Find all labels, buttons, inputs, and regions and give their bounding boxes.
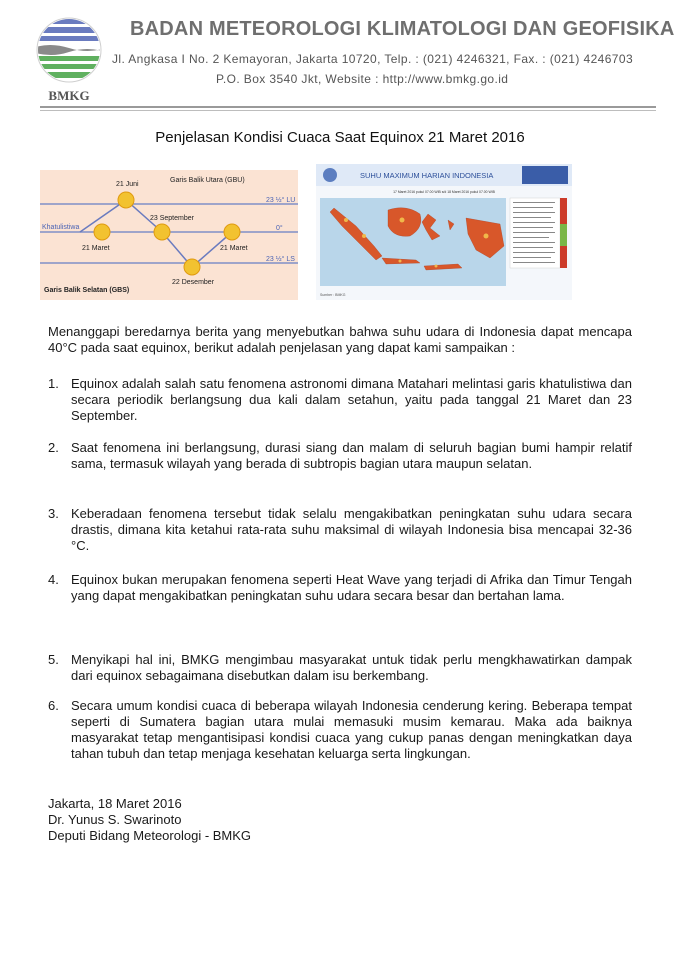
label-september: 23 September [150, 215, 194, 222]
address-line-1: Jl. Angkasa I No. 2 Kemayoran, Jakarta 10720, Telp. : (021) 4246321, Fax. : (021) 4246703 [112, 52, 634, 66]
organization-name: BADAN METEOROLOGI KLIMATOLOGI DAN GEOFISIKA [130, 18, 675, 40]
document-title: Penjelasan Kondisi Cuaca Saat Equinox 21 Maret 2016 [155, 129, 525, 146]
list-item-number: 4. [48, 572, 59, 587]
label-lat-north: 23 ½° LU [266, 197, 296, 204]
signature-place-date: Jakarta, 18 Maret 2016 [48, 796, 182, 811]
sun-march-left [94, 224, 110, 240]
label-june: 21 Juni [116, 181, 139, 188]
signature-name: Dr. Yunus S. Swarinoto [48, 812, 182, 827]
list-item-text: Equinox adalah salah satu fenomena astronomi dimana Matahari melintasi garis khatulistiwa dan secara periodik berlangsung dua kali dalam setahun, yaitu pada tanggal 21 Maret dan 23 September. [71, 376, 632, 423]
list-item-text: Saat fenomena ini berlangsung, durasi siang dan malam di seluruh bagian bumi hampir relatif sama, termasuk wilayah yang berada di subtropis bagian utara maupun selatan. [71, 440, 632, 471]
map-title: SUHU MAXIMUM HARIAN INDONESIA [360, 171, 494, 180]
map-logo-icon [323, 168, 337, 182]
sun-june [118, 192, 134, 208]
map-subtitle: 17 Maret 2016 pukul 07.00 WIB s/d 18 Maret 2016 pukul 07.00 WIB [393, 190, 495, 194]
bmkg-logo [32, 14, 106, 104]
list-item-number: 2. [48, 440, 59, 455]
label-equator: Khatulistiwa [42, 224, 80, 231]
header-divider [40, 106, 656, 108]
list-item-text: Keberadaan fenomena tersebut tidak selalu mengakibatkan peningkatan suhu udara secara drastis, dimana kita ketahui rata-rata suhu maksimal di wilayah Indonesia bisa mencapai 32-36 °C. [71, 506, 632, 553]
label-gbs: Garis Balik Selatan (GBS) [44, 287, 130, 294]
list-item-number: 5. [48, 652, 59, 667]
label-lat-south: 23 ½° LS [266, 256, 295, 263]
intro-paragraph: Menanggapi beredarnya berita yang menyebutkan bahwa suhu udara di Indonesia dapat mencapa 40°C pada saat equinox, berikut adalah penjelasan yang dapat kami sampaikan : [48, 324, 632, 355]
list-item-number: 6. [48, 698, 59, 713]
list-item-text: Menyikapi hal ini, BMKG mengimbau masyarakat untuk tidak perlu mengkhawatirkan dampak dari equinox sebagaimana disebutkan dalam isu berkembang. [71, 652, 632, 683]
label-lat-zero: 0° [276, 225, 283, 232]
list-item-text: Secara umum kondisi cuaca di beberapa wilayah Indonesia cenderung kering. Beberapa tempat seperti di Sumatera bagian utara mulai memasuki musim kemarau. Maka ada baiknya masyarakat tetap mengantisipasi kondisi cuaca yang cukup panas dengan meningkatkan daya tahan tubuh dan tetap menjaga kesehatan keluarga serta lingkungan. [71, 698, 632, 761]
logo-text: BMKG [48, 88, 90, 103]
sun-september [154, 224, 170, 240]
list-item-number: 3. [48, 506, 59, 521]
address-line-2: P.O. Box 3540 Jkt, Website : http://www.bmkg.go.id [216, 72, 509, 86]
temperature-map [316, 164, 572, 300]
header-divider-thin [40, 110, 656, 111]
list-item-number: 1. [48, 376, 59, 391]
label-march-right: 21 Maret [220, 245, 248, 252]
equinox-diagram [40, 170, 298, 300]
sun-december [184, 259, 200, 275]
map-footer: Sumber : BMKG [320, 293, 346, 297]
label-december: 22 Desember [172, 279, 215, 286]
sun-march-right [224, 224, 240, 240]
label-gbu: Garis Balik Utara (GBU) [170, 177, 245, 184]
list-item-text: Equinox bukan merupakan fenomena seperti Heat Wave yang terjadi di Afrika dan Timur Tengah yang dapat mengakibatkan peningkatan suhu udara secara besar dan bertahan lama. [71, 572, 632, 603]
label-march-left: 21 Maret [82, 245, 110, 252]
signature-position: Deputi Bidang Meteorologi - BMKG [48, 828, 252, 843]
map-legend [510, 198, 567, 268]
